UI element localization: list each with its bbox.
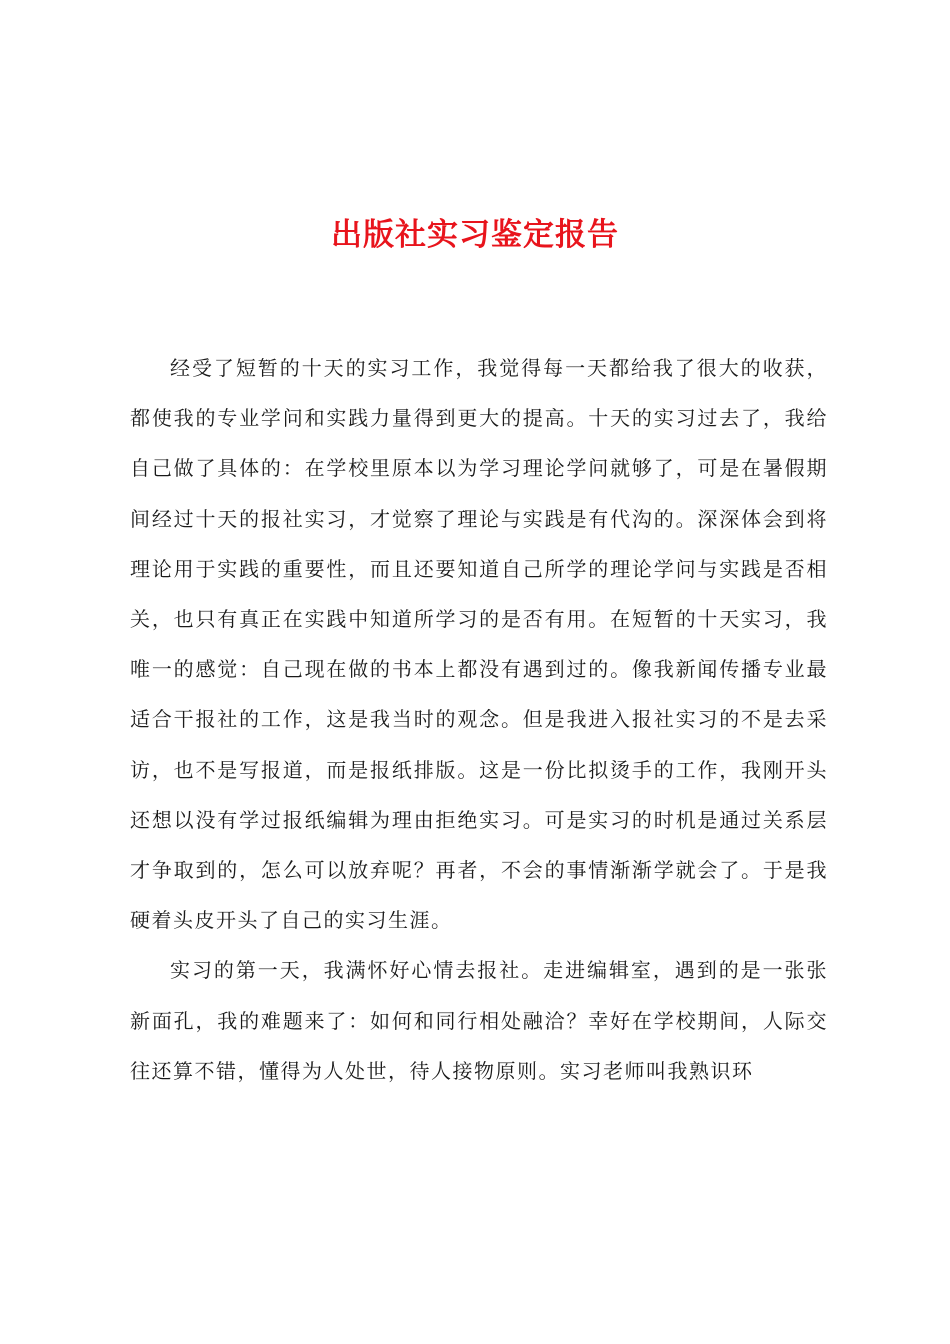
paragraph-2: 实习的第一天，我满怀好心情去报社。走进编辑室，遇到的是一张张新面孔，我的难题来了：如何和同行相处融洽？幸好在学校期间，人际交往还算不错，懂得为人处世，待人接物原则。实习老师叫我熟识环 [130,958,828,1083]
document-body [130,343,828,1096]
paragraph-1: 经受了短暂的十天的实习工作，我觉得每一天都给我了很大的收获，都使我的专业学问和实践力量得到更大的提高。十天的实习过去了，我给自己做了具体的：在学校里原本以为学习理论学问就够了，可是在暑假期间经过十天的报社实习，才觉察了理论与实践是有代沟的。深深体会到将理论用于实践的重要性，而且还要知道自己所学的理论学问与实践是否相关，也只有真正在实践中知道所学习的是否有用。在短暂的十天实习，我唯一的感觉：自己现在做的书本上都没有遇到过的。像我新闻传播专业最适合干报社的工作，这是我当时的观念。但是我进入报社实习的不是去采访，也不是写报道，而是报纸排版。这是一份比拟烫手的工作，我刚开头还想以没有学过报纸编辑为理由拒绝实习。可是实习的时机是通过关系层才争取到的，怎么可以放弃呢？再者，不会的事情渐渐学就会了。于是我硬着头皮开头了自己的实习生涯。 [130,356,828,933]
document-title: 出版社实习鉴定报告 [331,217,619,253]
